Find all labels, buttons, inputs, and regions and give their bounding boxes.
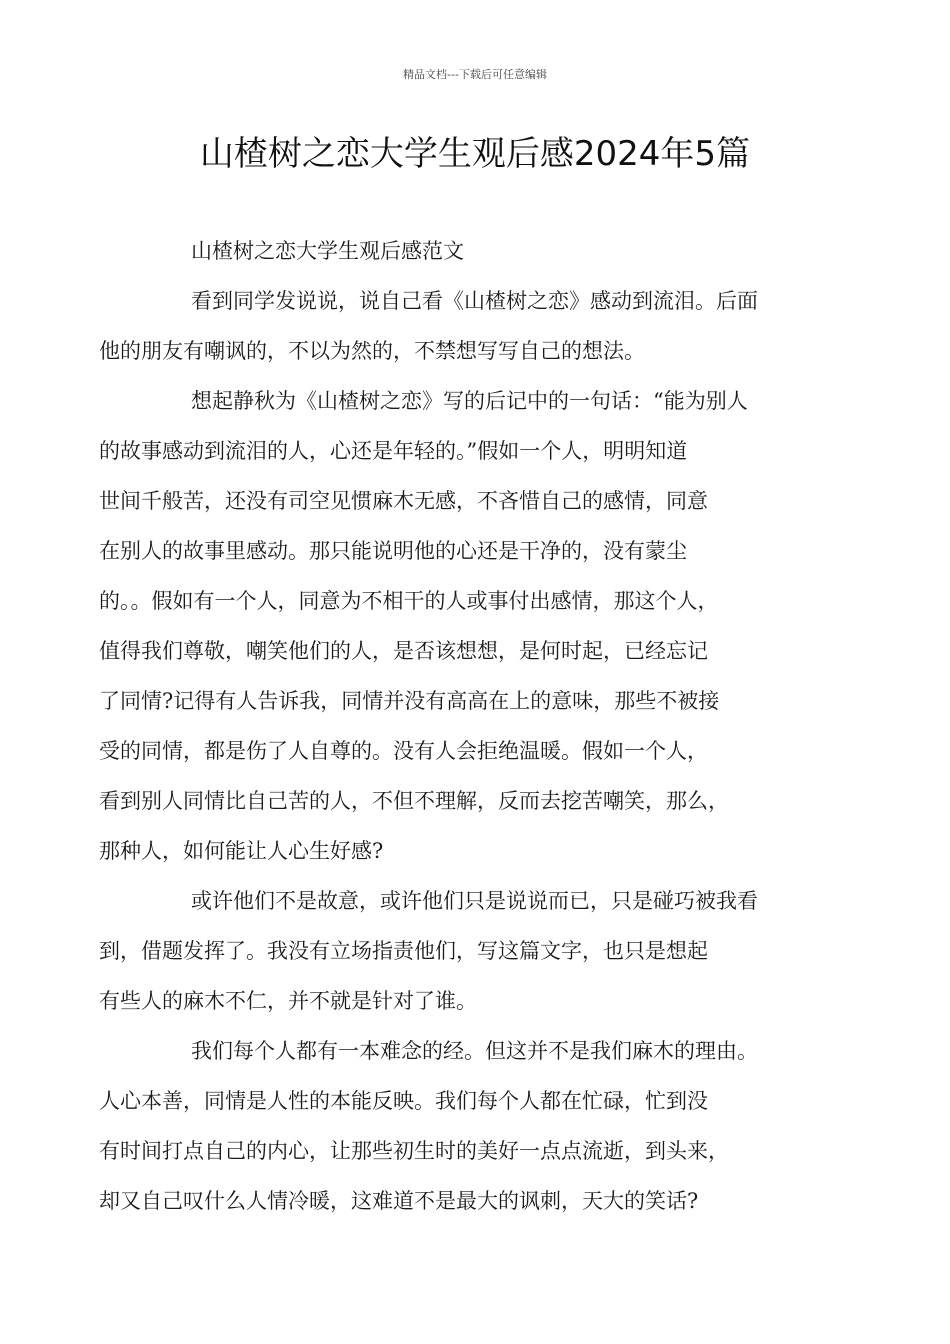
- paragraph-line: 看到同学发说说，说自己看《山楂树之恋》感动到流泪。后面: [191, 289, 758, 313]
- paragraph-line: 受的同情，都是伤了人自尊的。没有人会拒绝温暖。假如一个人，: [99, 739, 708, 763]
- paragraph-line: 那种人，如何能让人心生好感?: [99, 839, 384, 863]
- paragraph-line: 世间千般苦，还没有司空见惯麻木无感，不吝惜自己的感情，同意: [99, 489, 708, 513]
- paragraph-line: 在别人的故事里感动。那只能说明他的心还是干净的，没有蒙尘: [99, 539, 687, 563]
- paragraph-line: 有时间打点自己的内心，让那些初生时的美好一点点流逝，到头来，: [99, 1139, 729, 1163]
- paragraph-line: 了同情?记得有人告诉我，同情并没有高高在上的意味，那些不被接: [99, 689, 720, 713]
- header-note: 精品文档---下载后可任意编辑: [403, 68, 547, 81]
- paragraph-line: 想起静秋为《山楂树之恋》写的后记中的一句话：“能为别人: [191, 389, 748, 413]
- paragraph-line: 却又自己叹什么人情冷暖，这难道不是最大的讽刺，天大的笑话?: [99, 1189, 699, 1213]
- document-title: 山楂树之恋大学生观后感2024年5篇: [199, 134, 751, 174]
- paragraph-line: 或许他们不是故意，或许他们只是说说而已，只是碰巧被我看: [191, 889, 758, 913]
- paragraph-line: 有些人的麻木不仁，并不就是针对了谁。: [99, 989, 477, 1013]
- paragraph-line: 值得我们尊敬，嘲笑他们的人，是否该想想，是何时起，已经忘记: [99, 639, 708, 663]
- paragraph: [99, 376, 825, 876]
- paragraph: [99, 1026, 825, 1226]
- paragraph: [99, 876, 825, 1026]
- paragraph-line: 看到别人同情比自己苦的人，不但不理解，反而去挖苦嘲笑，那么，: [99, 789, 729, 813]
- paragraph-line: 到，借题发挥了。我没有立场指责他们，写这篇文字，也只是想起: [99, 939, 708, 963]
- paragraph-line: 的。。假如有一个人，同意为不相干的人或事付出感情，那这个人，: [99, 589, 719, 613]
- document-body: [99, 226, 825, 1226]
- paragraph-line: 山楂树之恋大学生观后感范文: [191, 239, 464, 263]
- paragraph-line: 人心本善，同情是人性的本能反映。我们每个人都在忙碌，忙到没: [99, 1089, 708, 1113]
- paragraph: [145, 226, 825, 276]
- paragraph-line: 的故事感动到流泪的人，心还是年轻的。”假如一个人，明明知道: [99, 439, 688, 463]
- paragraph-line: 他的朋友有嘲讽的，不以为然的，不禁想写写自己的想法。: [99, 339, 645, 363]
- paragraph: [99, 276, 825, 376]
- paragraph-line: 我们每个人都有一本难念的经。但这并不是我们麻木的理由。: [191, 1039, 758, 1063]
